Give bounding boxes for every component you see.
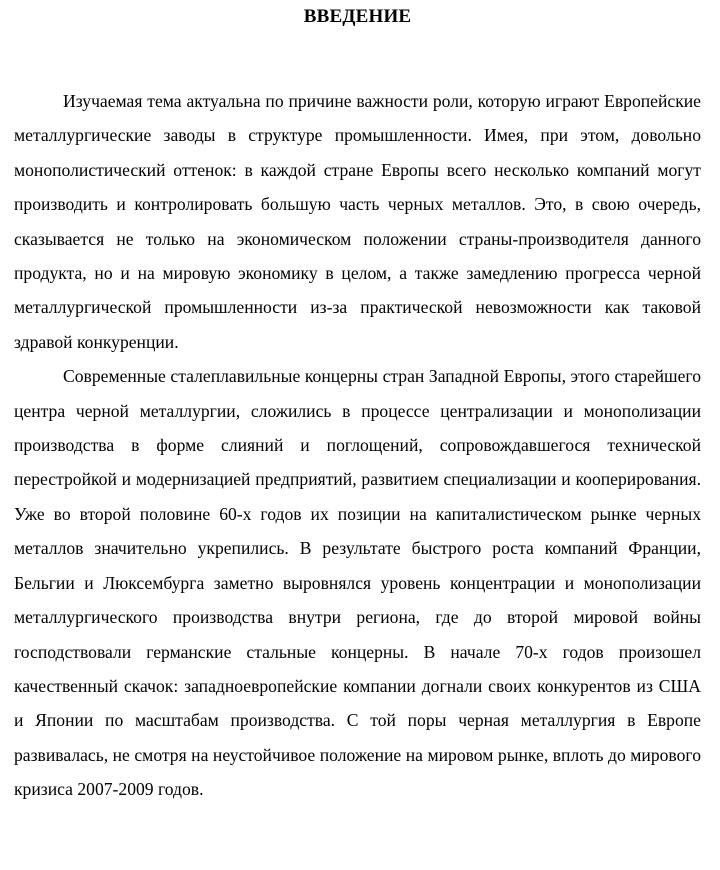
document-page <box>14 0 701 807</box>
paragraph-1: Изучаемая тема актуальна по причине важности роли, которую играют Европейские металлургические заводы в структуре промышленности. Имея, при этом, довольно монополистический оттенок: в каждой стране Европы всего несколько компаний могут производить и контролировать большую часть черных металлов. Это, в свою очередь, сказывается не только на экономическом положении страны-производителя данного продукта, но и на мировую экономику в целом, а также замедлению прогресса черной металлургической промышленности из-за практической невозможности как таковой здравой конкуренции. <box>14 91 701 352</box>
paragraph-2: Современные сталеплавильные концерны стран Западной Европы, этого старейшего центра черной металлургии, сложились в процессе централизации и монополизации производства в форме слияний и поглощений, сопровождавшегося технической перестройкой и модернизацией предприятий, развитием специализации и кооперирования. Уже во второй половине 60-х годов их позиции на капиталистическом рынке черных металлов значительно укрепились. В результате быстрого роста компаний Франции, Бельгии и Люксембурга заметно выровнялся уровень концентрации и монополизации металлургического производства внутри региона, где до второй мировой войны господствовали германские стальные концерны. В начале 70-х годов произошел качественный скачок: западноевропейские компании догнали своих конкурентов из США и Японии по масштабам производства. С той поры черная металлургия в Европе развивалась, не смотря на неустойчивое положение на мировом рынке, вплоть до мирового кризиса 2007-2009 годов. <box>14 366 701 800</box>
page-title: ВВЕДЕНИЕ <box>303 6 412 27</box>
document-body <box>14 84 701 807</box>
